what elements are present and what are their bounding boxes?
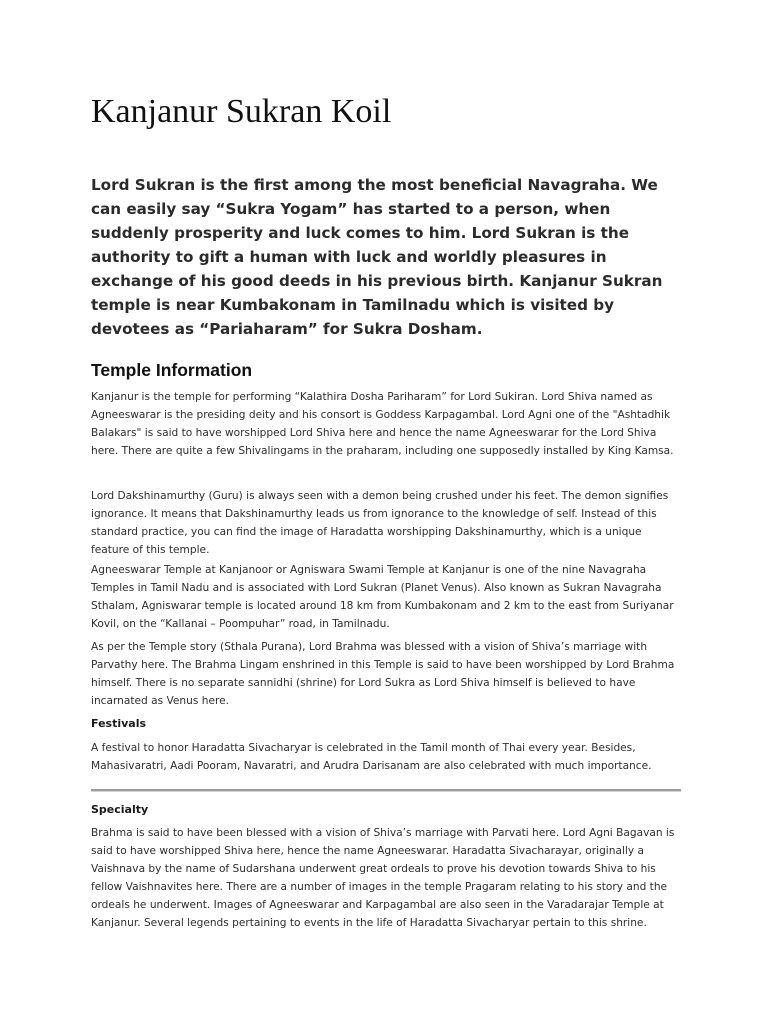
- specialty-paragraph: Brahma is said to have been blessed with a vision of Shiva’s marriage with Parvati here. Lord Agni Bagavan is said to have worshipped Shiva here, hence the name Agneeswarar. Haradatta Sivacharayar, originally a Vaishnava by the name of Sudarshana underwent great ordeals to prove his devotion towards Shiva to his fellow Vaishnavites here. There are a number of images in the temple Pragaram relating to his story and the ordeals he underwent. Images of Agneeswarar and Karpagambal are also seen in the Varadarajar Temple at Kanjanur. Several legends pertaining to events in the life of Haradatta Sivacharyar pertain to this shrine.: [91, 827, 675, 929]
- specialty-heading: Specialty: [91, 803, 149, 816]
- temple-info-paragraph: As per the Temple story (Sthala Purana), Lord Brahma was blessed with a vision of Shiva’s marriage with Parvathy here. The Brahma Lingam enshrined in this Temple is said to have been worshipped by Lord Brahma himself. There is no separate sannidhi (shrine) for Lord Sukra as Lord Shiva himself is believed to have incarnated as Venus here.: [91, 641, 675, 707]
- festivals-paragraph: A festival to honor Haradatta Sivacharyar is celebrated in the Tamil month of Thai every year. Besides, Mahasivaratri, Aadi Pooram, Navaratri, and Arudra Darisanam are also celebrated with much importance.: [91, 742, 652, 772]
- intro-paragraph: Lord Sukran is the first among the most beneficial Navagraha. We can easily say “Sukra Yogam” has started to a person, when suddenly prosperity and luck comes to him. Lord Sukran is the authority to gift a human with luck and worldly pleasures in exchange of his good deeds in his previous birth. Kanjanur Sukran temple is near Kumbakonam in Tamilnadu which is visited by devotees as “Pariaharam” for Sukra Dosham.: [91, 176, 663, 338]
- temple-information-heading: Temple Information: [91, 360, 253, 380]
- temple-info-paragraph: Agneeswarar Temple at Kanjanoor or Agniswara Swami Temple at Kanjanur is one of the nine Navagraha Temples in Tamil Nadu and is associated with Lord Sukran (Planet Venus). Also known as Sukran Navagraha Sthalam, Agniswarar temple is located around 18 km from Kumbakonam and 2 km to the east from Suriyanar Kovil, on the “Kallanai – Poompuhar” road, in Tamilnadu.: [91, 564, 674, 630]
- festivals-heading: Festivals: [91, 717, 147, 730]
- temple-info-paragraph: Kanjanur is the temple for performing “Kalathira Dosha Pariharam” for Lord Sukiran. Lord Shiva named as Agneeswarar is the presiding deity and his consort is Goddess Karpagambal. Lord Agni one of the "Ashtadhik Balakars" is said to have worshipped Lord Shiva here and hence the name Agneeswarar for the Lord Shiva here. There are quite a few Shivalingams in the praharam, including one supposedly installed by King Kamsa.: [91, 391, 674, 457]
- page-title: Kanjanur Sukran Koil: [91, 93, 392, 130]
- temple-info-paragraph: Lord Dakshinamurthy (Guru) is always seen with a demon being crushed under his feet. The demon signifies ignorance. It means that Dakshinamurthy leads us from ignorance to the knowledge of self. Instead of this standard practice, you can find the image of Haradatta worshipping Dakshinamurthy, which is a unique feature of this temple.: [91, 490, 669, 556]
- section-divider: [91, 789, 681, 792]
